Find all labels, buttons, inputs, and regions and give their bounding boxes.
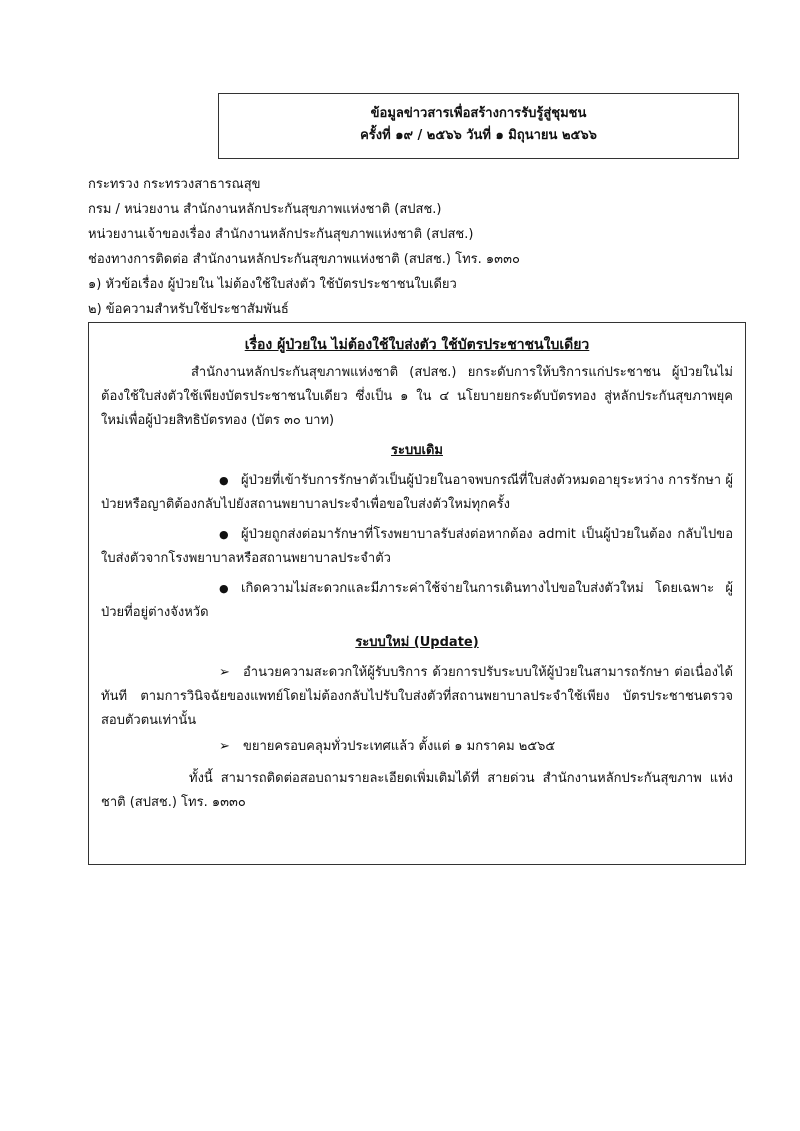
- old-system-item-text: ผู้ป่วยที่เข้ารับการรักษาตัวเป็นผู้ป่วยในอาจพบกรณีที่ใบส่งตัวหมดอายุระหว่าง การรักษา ผู้ป่วยหรือญาติต้องกลับไปยังสถานพยาบาลประจำเพื่อขอใบส่งตัวใหม่ทุกครั้ง: [101, 473, 733, 512]
- bullet-icon: ●: [219, 528, 229, 541]
- bullet-icon: ●: [219, 474, 229, 487]
- new-system-item: [101, 661, 733, 733]
- arrow-right-icon: ➢: [219, 665, 230, 680]
- announcement-box: [88, 322, 746, 865]
- document-meta: [88, 172, 748, 322]
- new-system-item: [101, 735, 733, 759]
- old-system-item-text: ผู้ป่วยถูกส่งต่อมารักษาที่โรงพยาบาลรับส่งต่อหากต้อง admit เป็นผู้ป่วยในต้อง กลับไปขอใบส่งตัวจากโรงพยาบาลหรือสถานพยาบาลประจำตัว: [101, 527, 733, 566]
- new-system-title: ระบบใหม่ (Update): [355, 635, 479, 650]
- old-system-item: [101, 523, 733, 571]
- announcement-intro: สำนักงานหลักประกันสุขภาพแห่งชาติ (สปสช.) ยกระดับการให้บริการแก่ประชาชน ผู้ป่วยในไม่ต้องใช้ใบส่งตัวใช้เพียงบัตรประชาชนใบเดียว ซึ่งเป็น ๑ ใน ๔ นโยบายยกระดับบัตรทอง สู่หลักประกันสุขภาพยุคใหม่เพื่อผู้ป่วยสิทธิบัตรทอง (บัตร ๓๐ บาท): [101, 365, 733, 428]
- old-system-item: [101, 577, 733, 625]
- bulletin-title: ข้อมูลข่าวสารเพื่อสร้างการรับรู้สู่ชุมชน: [370, 106, 587, 121]
- meta-message-label: ๒) ข้อความสำหรับใช้ประชาสัมพันธ์: [88, 302, 289, 317]
- bulletin-issue-date: ครั้งที่ ๑๙ / ๒๕๖๖ วันที่ ๑ มิถุนายน ๒๕๖๖: [360, 128, 597, 143]
- old-system-title: ระบบเดิม: [391, 443, 443, 458]
- arrow-right-icon: ➢: [219, 739, 230, 754]
- meta-department: กรม / หน่วยงาน สำนักงานหลักประกันสุขภาพแห่งชาติ (สปสช.): [88, 202, 442, 217]
- announcement-subject: เรื่อง ผู้ป่วยใน ไม่ต้องใช้ใบส่งตัว ใช้บัตรประชาชนใบเดียว: [244, 337, 590, 353]
- bullet-icon: ●: [219, 582, 229, 595]
- meta-owner-agency: หน่วยงานเจ้าของเรื่อง สำนักงานหลักประกันสุขภาพแห่งชาติ (สปสช.): [88, 227, 474, 242]
- meta-ministry: กระทรวง กระทรวงสาธารณสุข: [88, 177, 261, 192]
- old-system-item-text: เกิดความไม่สะดวกและมีภาระค่าใช้จ่ายในการเดินทางไปขอใบส่งตัวใหม่ โดยเฉพาะ ผู้ป่วยที่อยู่ต่างจังหวัด: [101, 581, 733, 620]
- meta-topic: ๑) หัวข้อเรื่อง ผู้ป่วยใน ไม่ต้องใช้ใบส่งตัว ใช้บัตรประชาชนใบเดียว: [88, 277, 457, 292]
- closing-contact: ทั้งนี้ สามารถติดต่อสอบถามรายละเอียดเพิ่มเติมได้ที่ สายด่วน สำนักงานหลักประกันสุขภาพ แห่งชาติ (สปสช.) โทร. ๑๓๓๐: [101, 771, 733, 810]
- new-system-item-text: ขยายครอบคลุมทั่วประเทศแล้ว ตั้งแต่ ๑ มกราคม ๒๕๖๕: [243, 739, 556, 754]
- bulletin-header-box: [218, 93, 739, 159]
- meta-contact: ช่องทางการติดต่อ สำนักงานหลักประกันสุขภาพแห่งชาติ (สปสช.) โทร. ๑๓๓๐: [88, 252, 520, 267]
- old-system-item: [101, 469, 733, 517]
- new-system-item-text: อำนวยความสะดวกให้ผู้รับบริการ ด้วยการปรับระบบให้ผู้ป่วยในสามารถรักษา ต่อเนื่องได้ทันที ตามการวินิจฉัยของแพทย์โดยไม่ต้องกลับไปรับใบส่งตัวที่สถานพยาบาลประจำใช้เพียง บัตรประชาชนตรวจสอบตัวตนเท่านั้น: [101, 665, 733, 728]
